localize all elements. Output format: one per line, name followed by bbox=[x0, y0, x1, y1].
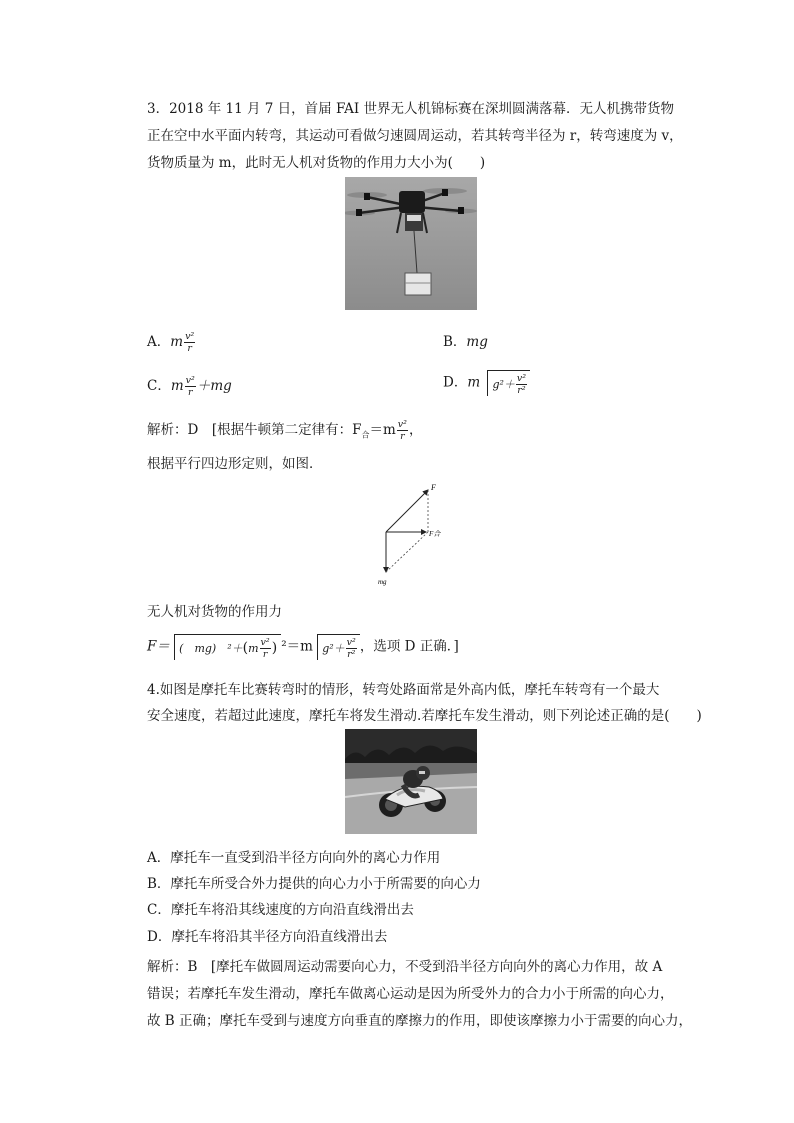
q4-line-1: 4.如图是摩托车比赛转弯时的情形，转弯处路面常是外高内低，摩托车转弯有一个最大 bbox=[147, 682, 660, 698]
q3-force-title: 无人机对货物的作用力 bbox=[147, 604, 282, 620]
label-fhe: F合 bbox=[429, 530, 441, 538]
q3-option-a: A．m $\frac{\text{v²}}{r}$ bbox=[147, 331, 195, 354]
sqrt-f-left: ( mg) ²＋(m $\frac{\text{v²}}{r}$ ) bbox=[174, 634, 281, 660]
q4-option-d: D．摩托车将沿其半径方向沿直线滑出去 bbox=[147, 929, 388, 945]
force-arrow-f bbox=[386, 490, 428, 532]
drone-image bbox=[345, 177, 477, 310]
q3-line-1: 3．2018 年 11 月 7 日，首届 FAI 世界无人机锦标赛在深圳圆满落幕．无人机携带货物 bbox=[147, 101, 675, 117]
sqrt-f-right: g²＋ $\frac{\text{v²}}{\text{r²}}$ bbox=[317, 634, 360, 660]
q4-solution-line-3: 故 B 正确；摩托车受到与速度方向垂直的摩擦力的作用，即使该摩擦力小于需要的向心力， bbox=[147, 1013, 693, 1029]
q4-solution-line-1: 解析：B [摩托车做圆周运动需要向心力，不受到沿半径方向向外的离心力作用，故 A bbox=[147, 959, 663, 975]
label-f: F bbox=[431, 483, 436, 492]
drone-photo bbox=[345, 177, 477, 310]
q3-line-3: 货物质量为 m，此时无人机对货物的作用力大小为( ) bbox=[147, 155, 486, 171]
dashed-line-diagonal bbox=[386, 532, 428, 572]
q3-option-c: C．m $\frac{\text{v²}}{r}$ ＋mg bbox=[147, 375, 232, 398]
q4-solution-line-2: 错误；若摩托车发生滑动，摩托车做离心运动是因为所受外力的合力小于所需的向心力， bbox=[147, 986, 674, 1002]
q3-option-d: D．m g²＋ $\frac{\text{v²}}{\text{r²}}$ bbox=[443, 370, 530, 396]
q3-option-b: B．mg bbox=[443, 334, 488, 350]
motorcycle-image bbox=[345, 729, 477, 834]
q3-solution-line-2: 根据平行四边形定则，如图． bbox=[147, 456, 323, 472]
q3-line-2: 正在空中水平面内转弯，其运动可看做匀速圆周运动，若其转弯半径为 r，转弯速度为 v， bbox=[147, 128, 683, 144]
q4-line-2: 安全速度，若超过此速度，摩托车将发生滑动.若摩托车发生滑动，则下列论述正确的是( ) bbox=[147, 708, 702, 724]
q4-option-a: A．摩托车一直受到沿半径方向向外的离心力作用 bbox=[147, 850, 441, 866]
force-diagram bbox=[370, 478, 450, 588]
q3-solution-line-1: 解析：D [根据牛顿第二定律有：$F_合=m$ $\frac{\text{v²}}{r}$ ， bbox=[147, 419, 423, 442]
sqrt-d: g²＋ $\frac{\text{v²}}{\text{r²}}$ bbox=[487, 370, 530, 396]
label-mg: mg bbox=[378, 578, 387, 586]
q4-option-b: B．摩托车所受合外力提供的向心力小于所需要的向心力 bbox=[147, 876, 481, 892]
motorcycle-photo bbox=[345, 729, 477, 834]
q4-option-c: C．摩托车将沿其线速度的方向沿直线滑出去 bbox=[147, 902, 414, 918]
q3-force-equation: F＝ ( mg) ²＋(m $\frac{\text{v²}}{r}$ ) ²＝m g²＋ $\frac{\text{v²}}{\text{r²}}$ ，选项 D 正确．] bbox=[147, 634, 459, 660]
